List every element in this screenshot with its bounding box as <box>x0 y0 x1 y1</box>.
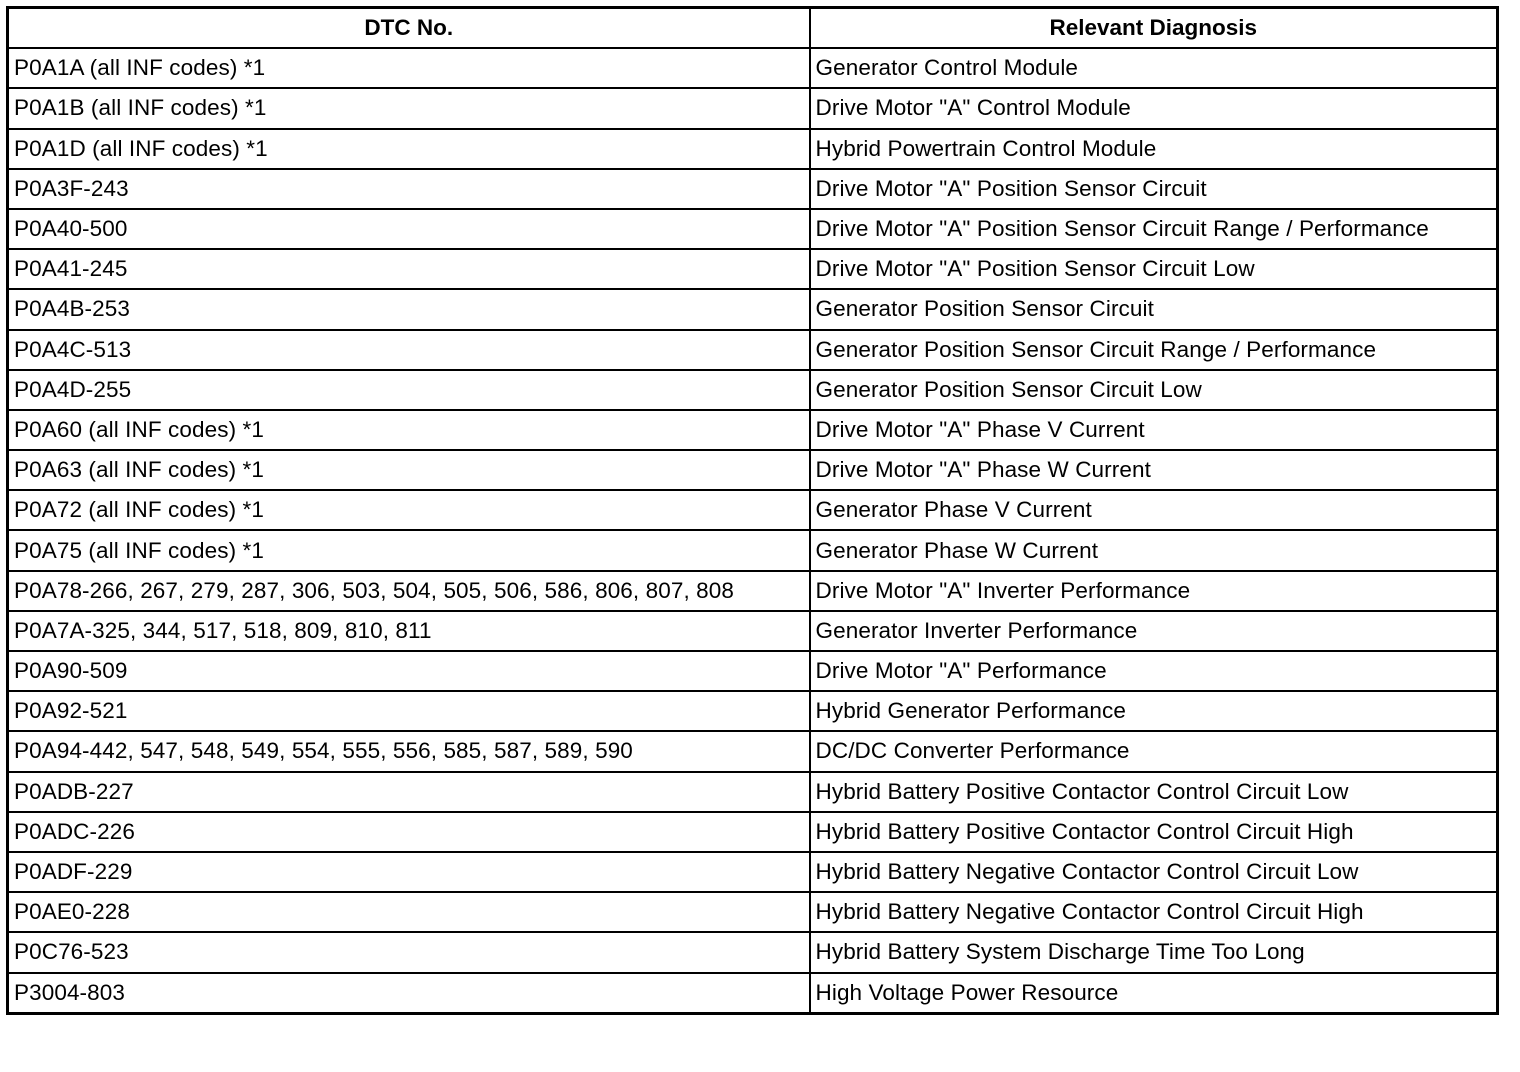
dtc-code-cell: P0A4C-513 <box>8 330 810 370</box>
diagnosis-cell: Hybrid Powertrain Control Module <box>810 129 1498 169</box>
column-header-dtc-no: DTC No. <box>8 8 810 49</box>
diagnosis-cell: DC/DC Converter Performance <box>810 731 1498 771</box>
dtc-code-cell: P0A60 (all INF codes) *1 <box>8 410 810 450</box>
table-row <box>8 169 1498 209</box>
dtc-code-cell: P0A41-245 <box>8 249 810 289</box>
diagnosis-cell: Generator Position Sensor Circuit Range / Performance <box>810 330 1498 370</box>
diagnosis-cell: High Voltage Power Resource <box>810 973 1498 1014</box>
table-row <box>8 611 1498 651</box>
diagnosis-cell: Generator Position Sensor Circuit Low <box>810 370 1498 410</box>
table-body <box>8 48 1498 1013</box>
table-row <box>8 772 1498 812</box>
diagnosis-cell: Hybrid Battery Positive Contactor Control Circuit Low <box>810 772 1498 812</box>
dtc-code-cell: P3004-803 <box>8 973 810 1014</box>
table-row <box>8 370 1498 410</box>
dtc-code-cell: P0C76-523 <box>8 932 810 972</box>
table-row <box>8 892 1498 932</box>
diagnosis-cell: Hybrid Battery Negative Contactor Control Circuit Low <box>810 852 1498 892</box>
dtc-code-cell: P0A1D (all INF codes) *1 <box>8 129 810 169</box>
diagnosis-cell: Generator Phase V Current <box>810 490 1498 530</box>
dtc-code-cell: P0A94-442, 547, 548, 549, 554, 555, 556, 585, 587, 589, 590 <box>8 731 810 771</box>
diagnosis-cell: Drive Motor "A" Position Sensor Circuit Range / Performance <box>810 209 1498 249</box>
dtc-code-cell: P0A40-500 <box>8 209 810 249</box>
table-row <box>8 48 1498 88</box>
dtc-code-cell: P0ADB-227 <box>8 772 810 812</box>
diagnosis-cell: Generator Phase W Current <box>810 530 1498 570</box>
table-header <box>8 8 1498 49</box>
dtc-code-cell: P0A4B-253 <box>8 289 810 329</box>
diagnosis-cell: Drive Motor "A" Phase W Current <box>810 450 1498 490</box>
table-row <box>8 571 1498 611</box>
table-row <box>8 450 1498 490</box>
diagnosis-cell: Generator Inverter Performance <box>810 611 1498 651</box>
table-row <box>8 88 1498 128</box>
table-row <box>8 129 1498 169</box>
dtc-table <box>6 6 1499 1015</box>
header-row <box>8 8 1498 49</box>
dtc-code-cell: P0A1B (all INF codes) *1 <box>8 88 810 128</box>
diagnosis-cell: Drive Motor "A" Inverter Performance <box>810 571 1498 611</box>
table-row <box>8 530 1498 570</box>
diagnosis-cell: Drive Motor "A" Performance <box>810 651 1498 691</box>
dtc-code-cell: P0A1A (all INF codes) *1 <box>8 48 810 88</box>
table-row <box>8 691 1498 731</box>
diagnosis-cell: Hybrid Battery System Discharge Time Too Long <box>810 932 1498 972</box>
table-row <box>8 973 1498 1014</box>
dtc-code-cell: P0A72 (all INF codes) *1 <box>8 490 810 530</box>
dtc-code-cell: P0A63 (all INF codes) *1 <box>8 450 810 490</box>
table-row <box>8 932 1498 972</box>
diagnosis-cell: Hybrid Battery Positive Contactor Control Circuit High <box>810 812 1498 852</box>
dtc-code-cell: P0ADC-226 <box>8 812 810 852</box>
dtc-code-cell: P0A78-266, 267, 279, 287, 306, 503, 504, 505, 506, 586, 806, 807, 808 <box>8 571 810 611</box>
dtc-code-cell: P0A75 (all INF codes) *1 <box>8 530 810 570</box>
table-row <box>8 812 1498 852</box>
dtc-code-cell: P0A7A-325, 344, 517, 518, 809, 810, 811 <box>8 611 810 651</box>
dtc-code-cell: P0A3F-243 <box>8 169 810 209</box>
table-row <box>8 852 1498 892</box>
table-row <box>8 249 1498 289</box>
diagnosis-cell: Generator Position Sensor Circuit <box>810 289 1498 329</box>
column-header-relevant-diagnosis: Relevant Diagnosis <box>810 8 1498 49</box>
diagnosis-cell: Hybrid Battery Negative Contactor Control Circuit High <box>810 892 1498 932</box>
diagnosis-cell: Drive Motor "A" Position Sensor Circuit <box>810 169 1498 209</box>
diagnosis-cell: Drive Motor "A" Position Sensor Circuit Low <box>810 249 1498 289</box>
table-row <box>8 490 1498 530</box>
table-row <box>8 330 1498 370</box>
dtc-code-cell: P0A90-509 <box>8 651 810 691</box>
table-row <box>8 289 1498 329</box>
diagnosis-cell: Drive Motor "A" Control Module <box>810 88 1498 128</box>
table-row <box>8 651 1498 691</box>
dtc-code-cell: P0A92-521 <box>8 691 810 731</box>
dtc-code-cell: P0ADF-229 <box>8 852 810 892</box>
table-row <box>8 209 1498 249</box>
dtc-code-cell: P0A4D-255 <box>8 370 810 410</box>
diagnosis-cell: Drive Motor "A" Phase V Current <box>810 410 1498 450</box>
diagnosis-cell: Generator Control Module <box>810 48 1498 88</box>
dtc-code-cell: P0AE0-228 <box>8 892 810 932</box>
diagnosis-cell: Hybrid Generator Performance <box>810 691 1498 731</box>
table-row <box>8 410 1498 450</box>
table-row <box>8 731 1498 771</box>
